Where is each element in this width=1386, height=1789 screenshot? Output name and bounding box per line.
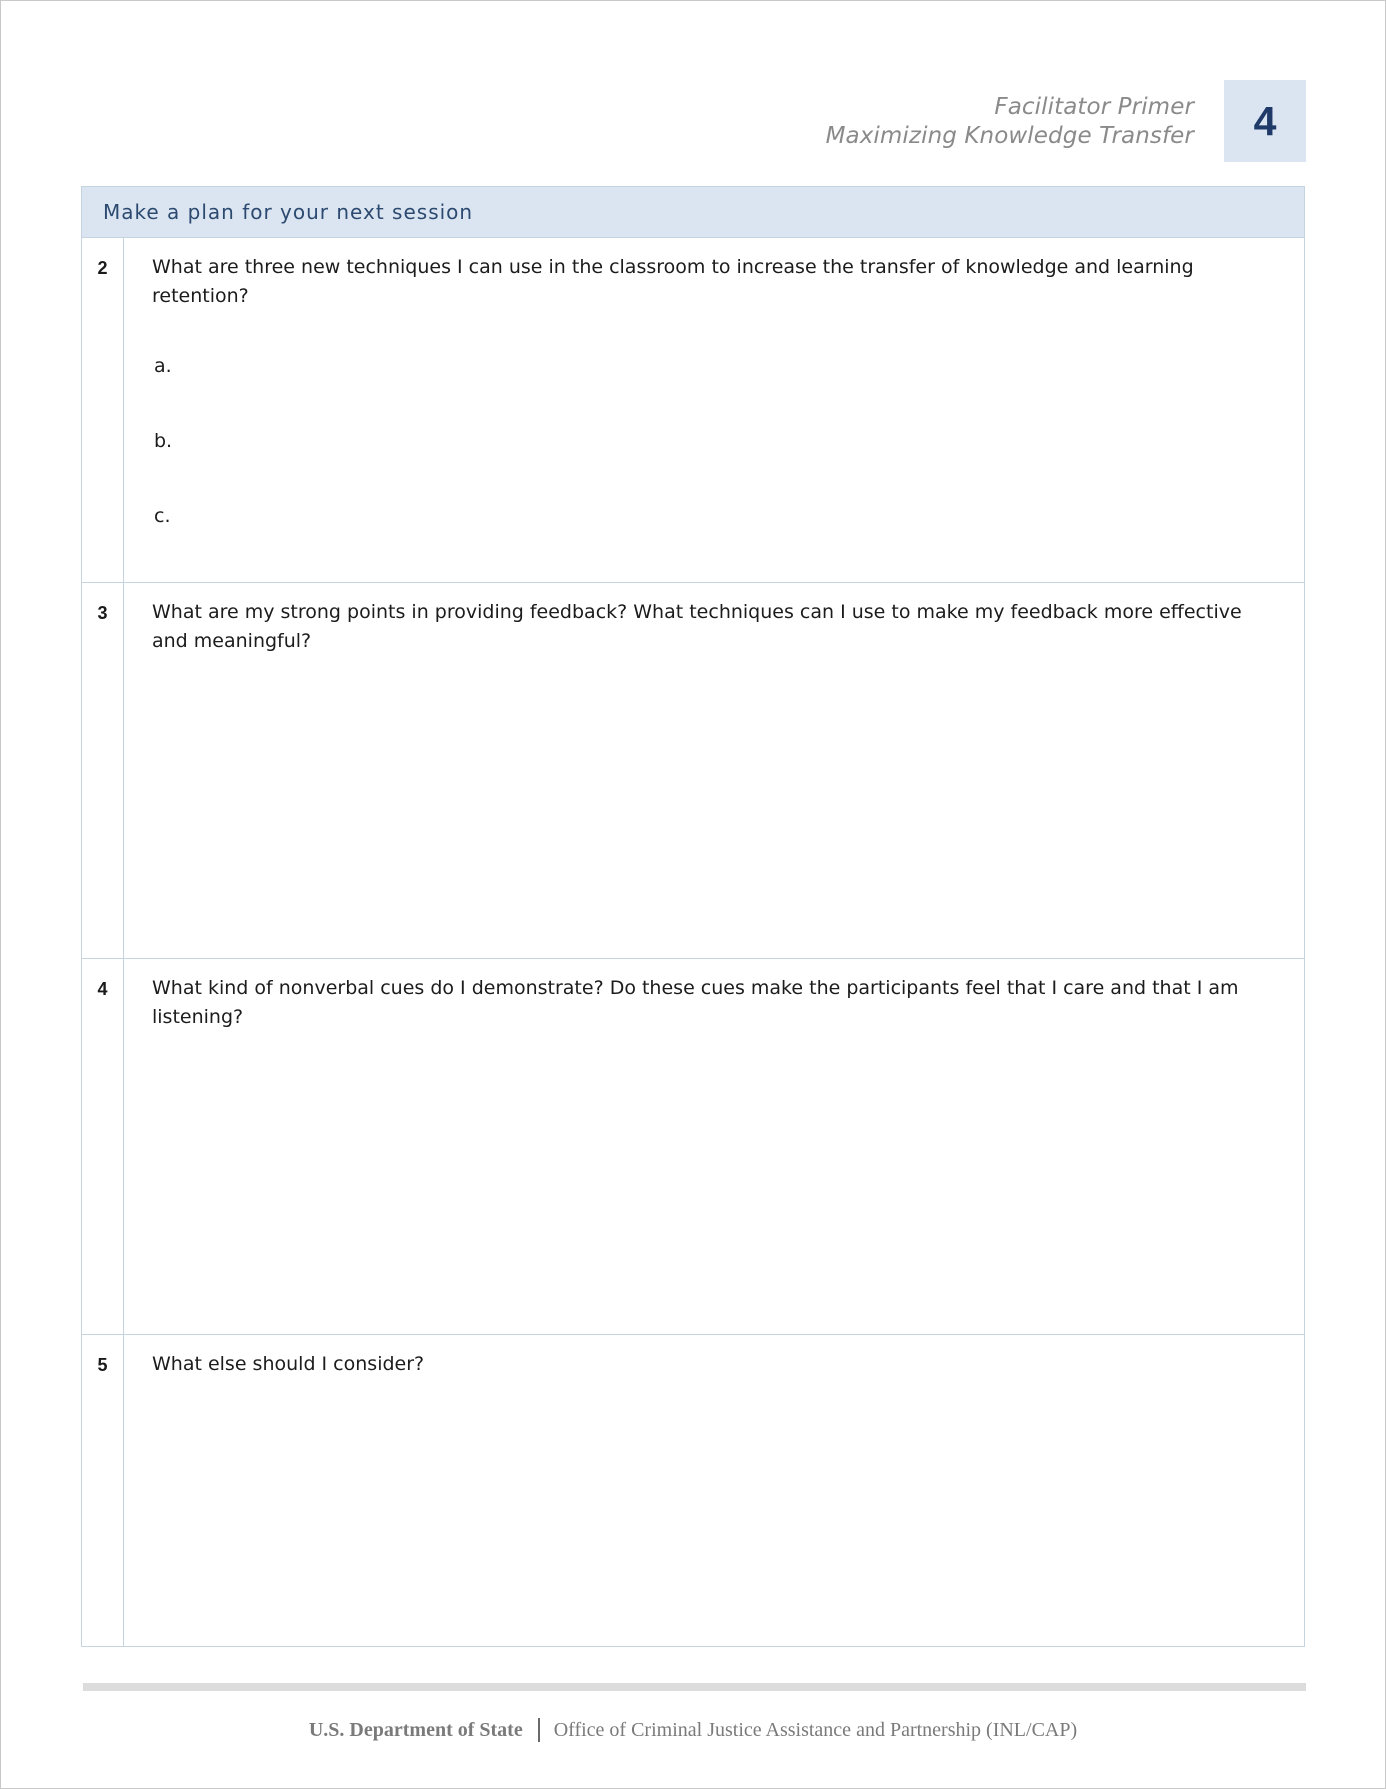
answer-list: [152, 352, 1264, 577]
question-number: 2: [82, 238, 124, 582]
question-row-2: [82, 238, 1304, 583]
footer-divider: [83, 1683, 1306, 1691]
footer-separator: [538, 1718, 540, 1742]
answer-item-b[interactable]: b.: [154, 430, 173, 452]
page-header: [0, 80, 1386, 162]
document-subtitle: Maximizing Knowledge Transfer: [825, 123, 1194, 149]
question-cell[interactable]: [124, 959, 1304, 1334]
question-row-5: [82, 1335, 1304, 1646]
answer-item-c[interactable]: c.: [154, 505, 171, 527]
session-plan-table: [81, 186, 1305, 1647]
document-title: Facilitator Primer: [994, 94, 1194, 120]
question-number: 5: [82, 1335, 124, 1646]
header-titles: [826, 93, 1194, 151]
question-text: What kind of nonverbal cues do I demonstrate? Do these cues make the participants feel that I care and that I am listening?: [152, 977, 1239, 1028]
question-cell[interactable]: [124, 238, 1304, 582]
question-cell[interactable]: [124, 583, 1304, 958]
footer-department: U.S. Department of State: [308, 1718, 523, 1741]
question-text: What are three new techniques I can use in the classroom to increase the transfer of knowledge and learning retention?: [152, 256, 1194, 307]
question-row-4: [82, 959, 1304, 1335]
page-footer: [0, 1718, 1386, 1742]
question-text: What are my strong points in providing feedback? What techniques can I use to make my feedback more effective and meaningful?: [152, 601, 1242, 652]
question-cell[interactable]: [124, 1335, 1304, 1646]
question-row-3: [82, 583, 1304, 959]
question-text: What else should I consider?: [152, 1353, 425, 1375]
question-number: 4: [82, 959, 124, 1334]
question-number: 3: [82, 583, 124, 958]
chapter-number-badge: 4: [1224, 80, 1306, 162]
plan-table-heading: Make a plan for your next session: [82, 187, 1304, 238]
footer-office: Office of Criminal Justice Assistance and Partnership (INL/CAP): [553, 1718, 1078, 1741]
answer-item-a[interactable]: a.: [154, 355, 172, 377]
